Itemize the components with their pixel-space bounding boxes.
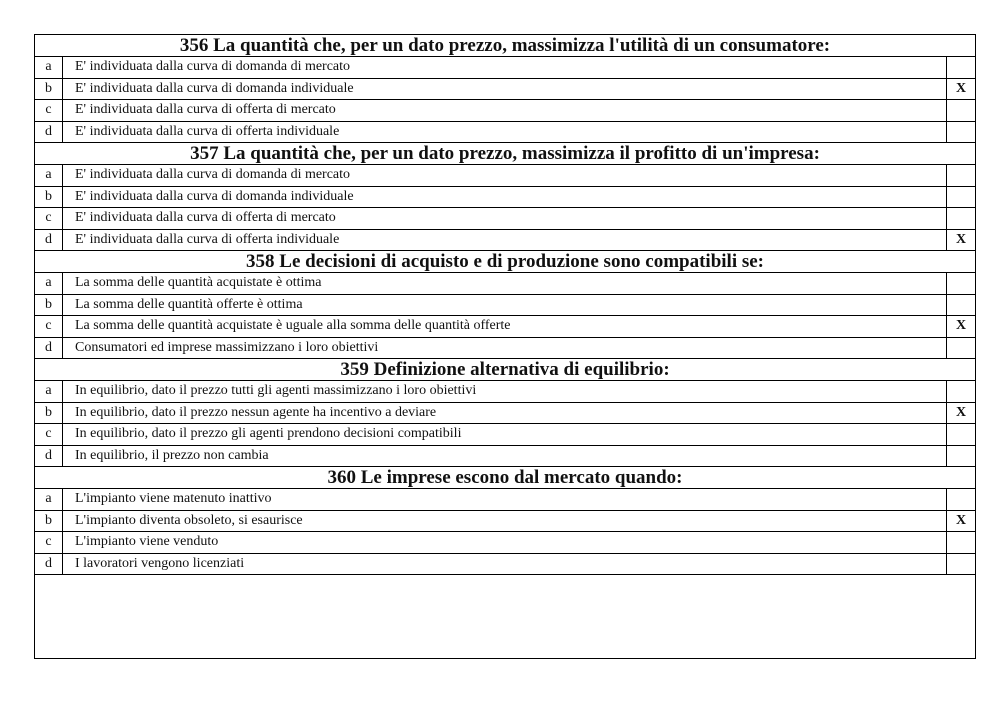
answer-mark: [947, 294, 976, 316]
question-row: [35, 143, 976, 165]
answer-text: E' individuata dalla curva di domanda di mercato: [63, 165, 947, 187]
answer-letter: a: [35, 165, 63, 187]
answer-row: [35, 186, 976, 208]
answer-row: [35, 553, 976, 575]
answer-mark: X: [947, 510, 976, 532]
answer-mark: [947, 273, 976, 295]
answer-text: Consumatori ed imprese massimizzano i loro obiettivi: [63, 337, 947, 359]
answer-row: [35, 294, 976, 316]
answer-row: [35, 165, 976, 187]
answer-mark: [947, 165, 976, 187]
answer-letter: a: [35, 57, 63, 79]
answer-mark: [947, 186, 976, 208]
answer-letter: d: [35, 121, 63, 143]
answer-letter: d: [35, 337, 63, 359]
answer-mark: X: [947, 78, 976, 100]
answer-text: La somma delle quantità offerte è ottima: [63, 294, 947, 316]
answer-mark: [947, 489, 976, 511]
question-title: 357 La quantità che, per un dato prezzo, massimizza il profitto di un'impresa:: [35, 143, 976, 165]
answer-row: [35, 402, 976, 424]
answer-text: E' individuata dalla curva di offerta di mercato: [63, 100, 947, 122]
answer-mark: X: [947, 402, 976, 424]
answer-text: In equilibrio, dato il prezzo tutti gli agenti massimizzano i loro obiettivi: [63, 381, 947, 403]
answer-row: [35, 337, 976, 359]
answer-row: [35, 57, 976, 79]
answer-text: E' individuata dalla curva di offerta individuale: [63, 121, 947, 143]
answer-mark: X: [947, 316, 976, 338]
answer-mark: [947, 337, 976, 359]
answer-mark: [947, 553, 976, 575]
answer-text: E' individuata dalla curva di offerta di mercato: [63, 208, 947, 230]
answer-text: In equilibrio, dato il prezzo nessun agente ha incentivo a deviare: [63, 402, 947, 424]
answer-mark: [947, 445, 976, 467]
answer-letter: b: [35, 510, 63, 532]
answer-row: [35, 121, 976, 143]
answer-row: [35, 489, 976, 511]
answer-row: [35, 445, 976, 467]
answer-mark: [947, 532, 976, 554]
answer-text: In equilibrio, dato il prezzo gli agenti prendono decisioni compatibili: [63, 424, 947, 446]
quiz-table: [34, 34, 976, 575]
question-row: [35, 467, 976, 489]
question-title: 359 Definizione alternativa di equilibrio:: [35, 359, 976, 381]
answer-row: [35, 316, 976, 338]
answer-letter: b: [35, 78, 63, 100]
answer-letter: c: [35, 532, 63, 554]
answer-text: La somma delle quantità acquistate è uguale alla somma delle quantità offerte: [63, 316, 947, 338]
answer-letter: a: [35, 381, 63, 403]
answer-letter: b: [35, 402, 63, 424]
answer-text: L'impianto diventa obsoleto, si esaurisce: [63, 510, 947, 532]
answer-letter: a: [35, 489, 63, 511]
answer-letter: c: [35, 208, 63, 230]
answer-letter: d: [35, 229, 63, 251]
answer-text: L'impianto viene venduto: [63, 532, 947, 554]
answer-text: E' individuata dalla curva di domanda individuale: [63, 186, 947, 208]
answer-text: L'impianto viene matenuto inattivo: [63, 489, 947, 511]
answer-mark: [947, 208, 976, 230]
answer-mark: X: [947, 229, 976, 251]
answer-letter: c: [35, 316, 63, 338]
answer-text: La somma delle quantità acquistate è ottima: [63, 273, 947, 295]
answer-row: [35, 532, 976, 554]
answer-text: E' individuata dalla curva di domanda di mercato: [63, 57, 947, 79]
answer-letter: c: [35, 424, 63, 446]
answer-mark: [947, 57, 976, 79]
question-row: [35, 35, 976, 57]
question-row: [35, 251, 976, 273]
answer-row: [35, 100, 976, 122]
answer-letter: a: [35, 273, 63, 295]
answer-mark: [947, 100, 976, 122]
answer-row: [35, 381, 976, 403]
question-title: 360 Le imprese escono dal mercato quando:: [35, 467, 976, 489]
answer-mark: [947, 424, 976, 446]
answer-row: [35, 424, 976, 446]
answer-row: [35, 273, 976, 295]
question-title: 358 Le decisioni di acquisto e di produzione sono compatibili se:: [35, 251, 976, 273]
answer-row: [35, 229, 976, 251]
question-row: [35, 359, 976, 381]
answer-text: In equilibrio, il prezzo non cambia: [63, 445, 947, 467]
answer-row: [35, 78, 976, 100]
answer-letter: b: [35, 294, 63, 316]
answer-text: I lavoratori vengono licenziati: [63, 553, 947, 575]
quiz-body: [35, 35, 976, 575]
answer-letter: b: [35, 186, 63, 208]
answer-letter: c: [35, 100, 63, 122]
quiz-sheet: [34, 34, 976, 659]
answer-text: E' individuata dalla curva di offerta individuale: [63, 229, 947, 251]
question-title: 356 La quantità che, per un dato prezzo, massimizza l'utilità di un consumatore:: [35, 35, 976, 57]
answer-letter: d: [35, 445, 63, 467]
answer-mark: [947, 381, 976, 403]
answer-row: [35, 510, 976, 532]
answer-letter: d: [35, 553, 63, 575]
answer-mark: [947, 121, 976, 143]
answer-text: E' individuata dalla curva di domanda individuale: [63, 78, 947, 100]
answer-row: [35, 208, 976, 230]
